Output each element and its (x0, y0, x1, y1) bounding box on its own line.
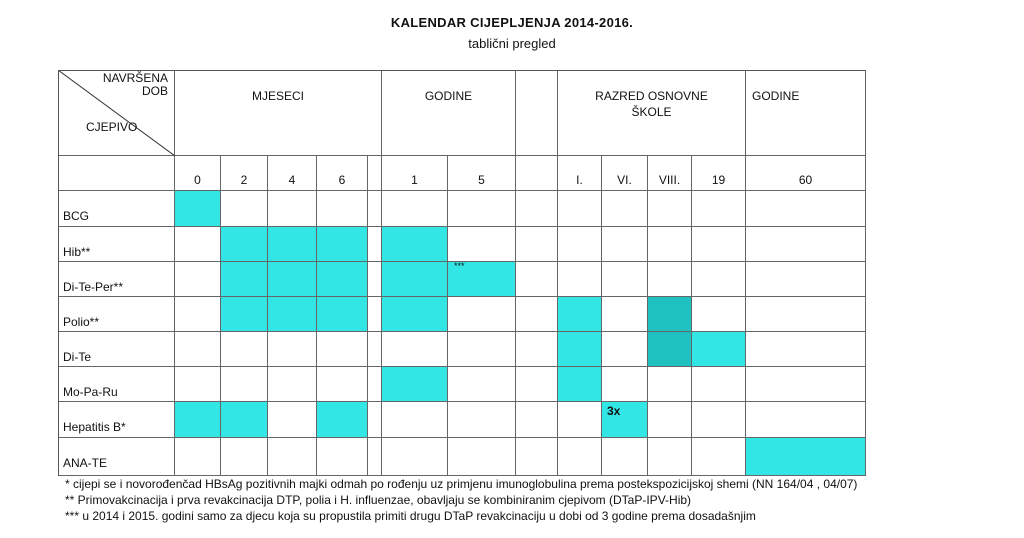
schedule-cell-filled (382, 367, 448, 402)
schedule-cell (558, 402, 602, 438)
age-col-blank (516, 156, 558, 191)
schedule-cell (648, 191, 692, 227)
schedule-cell (692, 367, 746, 402)
schedule-cell (448, 191, 516, 227)
schedule-cell (746, 402, 866, 438)
schedule-cell-filled (175, 402, 221, 438)
schedule-cell (746, 297, 866, 332)
schedule-cell (746, 367, 866, 402)
corner-vaccine-label: CJEPIVO (86, 120, 138, 134)
schedule-cell (648, 262, 692, 297)
schedule-cell (692, 262, 746, 297)
schedule-cell (368, 297, 382, 332)
schedule-cell (516, 297, 558, 332)
schedule-cell-filled (221, 227, 268, 262)
schedule-cell (648, 438, 692, 476)
schedule-cell (558, 191, 602, 227)
vaccine-label: Hib** (58, 227, 175, 262)
schedule-cell (368, 402, 382, 438)
schedule-cell (268, 332, 317, 367)
schedule-cell-filled (268, 297, 317, 332)
schedule-cell (602, 367, 648, 402)
schedule-cell (317, 438, 368, 476)
schedule-cell (382, 438, 448, 476)
schedule-cell (175, 367, 221, 402)
schedule-cell-filled: 3x (602, 402, 648, 438)
header-razred (558, 70, 746, 156)
schedule-cell-filled (317, 297, 368, 332)
age-col-VIII: VIII. (648, 156, 692, 191)
corner-cell (58, 70, 175, 156)
schedule-cell (602, 262, 648, 297)
schedule-cell (448, 297, 516, 332)
schedule-cell (382, 332, 448, 367)
schedule-cell (448, 227, 516, 262)
schedule-cell (175, 227, 221, 262)
corner-line-1: NAVRŠENA (102, 71, 168, 85)
schedule-cell (516, 438, 558, 476)
schedule-cell (746, 332, 866, 367)
schedule-cell (175, 438, 221, 476)
header-mjeseci: MJESECI (175, 70, 382, 156)
schedule-cell (268, 402, 317, 438)
schedule-cell (382, 191, 448, 227)
footnote-2: ** Primovakcinacija i prva revakcinacija DTP, polia i H. influenzae, obavljaju se kombiniranim cjepivom (DTaP-IPV-Hib) (65, 493, 692, 507)
schedule-cell (648, 402, 692, 438)
age-col-blank (368, 156, 382, 191)
schedule-cell-filled (175, 191, 221, 227)
footnote-3: *** u 2014 i 2015. godini samo za djecu koja su propustila primiti drugu DTaP revakcinaciju u dobi od 3 godine prema dosadašnjim (65, 509, 756, 523)
age-col-19: 19 (692, 156, 746, 191)
schedule-cell (448, 332, 516, 367)
schedule-cell (317, 191, 368, 227)
schedule-cell (221, 332, 268, 367)
schedule-cell (368, 262, 382, 297)
schedule-cell (368, 191, 382, 227)
vaccine-label: Di-Te (58, 332, 175, 367)
age-col-4: 4 (268, 156, 317, 191)
schedule-cell (692, 402, 746, 438)
schedule-cell-filled (558, 297, 602, 332)
age-col-2: 2 (221, 156, 268, 191)
schedule-cell (221, 438, 268, 476)
schedule-cell-filled (317, 227, 368, 262)
schedule-cell (175, 332, 221, 367)
schedule-cell (448, 402, 516, 438)
page-title: KALENDAR CIJEPLJENJA 2014-2016. (390, 15, 634, 30)
schedule-cell (382, 402, 448, 438)
schedule-cell (317, 367, 368, 402)
schedule-cell (602, 438, 648, 476)
schedule-cell (648, 367, 692, 402)
schedule-cell-filled (382, 227, 448, 262)
schedule-cell (516, 367, 558, 402)
header-godine-2: GODINE (746, 70, 866, 156)
footnote-1: * cijepi se i novorođenčad HBsAg pozitivnih majki odmah po rođenju uz primjenu imunoglobulina prema postekspozicijskoj shemi (NN 164/04 , 04/07) (65, 477, 858, 491)
vaccine-label: ANA-TE (58, 438, 175, 476)
page-subtitle: tablični pregled (468, 36, 556, 51)
schedule-cell (692, 191, 746, 227)
schedule-cell (602, 191, 648, 227)
schedule-cell-filled (648, 332, 692, 367)
schedule-cell (268, 438, 317, 476)
schedule-cell (268, 191, 317, 227)
schedule-cell (368, 367, 382, 402)
schedule-cell (175, 297, 221, 332)
schedule-cell-filled (221, 297, 268, 332)
schedule-cell-filled: *** (448, 262, 516, 297)
schedule-cell-filled (746, 438, 866, 476)
age-col-I: I. (558, 156, 602, 191)
age-col-VI: VI. (602, 156, 648, 191)
corner-line-2: DOB (141, 84, 168, 98)
footnotes (65, 476, 965, 524)
schedule-cell-filled (558, 367, 602, 402)
schedule-cell (516, 402, 558, 438)
schedule-cell (602, 332, 648, 367)
schedule-cell (602, 227, 648, 262)
schedule-cell (221, 191, 268, 227)
schedule-cell (175, 262, 221, 297)
schedule-cell (448, 367, 516, 402)
schedule-cell (368, 227, 382, 262)
age-row-label (58, 156, 175, 191)
schedule-cell (558, 227, 602, 262)
schedule-cell-filled (221, 262, 268, 297)
schedule-cell-filled (382, 297, 448, 332)
schedule-cell (692, 438, 746, 476)
schedule-cell-filled (648, 297, 692, 332)
schedule-cell-filled (382, 262, 448, 297)
age-col-5: 5 (448, 156, 516, 191)
age-col-60: 60 (746, 156, 866, 191)
schedule-cell (746, 262, 866, 297)
header-razred-line-2: ŠKOLE (631, 105, 672, 119)
schedule-cell (516, 262, 558, 297)
schedule-cell (746, 227, 866, 262)
age-col-6: 6 (317, 156, 368, 191)
vaccine-label: Di-Te-Per** (58, 262, 175, 297)
schedule-cell (692, 227, 746, 262)
schedule-cell (368, 438, 382, 476)
schedule-cell-filled (692, 332, 746, 367)
schedule-cell (317, 332, 368, 367)
vaccine-label: Hepatitis B* (58, 402, 175, 438)
schedule-cell (602, 297, 648, 332)
schedule-cell-filled (221, 402, 268, 438)
schedule-cell-filled (268, 262, 317, 297)
schedule-cell (558, 438, 602, 476)
schedule-cell (221, 367, 268, 402)
schedule-cell (558, 262, 602, 297)
schedule-cell-filled (268, 227, 317, 262)
schedule-cell (692, 297, 746, 332)
schedule-cell (516, 191, 558, 227)
schedule-cell-filled (317, 262, 368, 297)
schedule-cell (368, 332, 382, 367)
age-col-0: 0 (175, 156, 221, 191)
schedule-cell-filled (317, 402, 368, 438)
vaccine-label: Mo-Pa-Ru (58, 367, 175, 402)
header-godine-1: GODINE (382, 70, 516, 156)
vaccine-label: BCG (58, 191, 175, 227)
header-razred-line-1: RAZRED OSNOVNE (595, 89, 708, 103)
corner-age-label (103, 72, 168, 98)
vaccine-label: Polio** (58, 297, 175, 332)
age-col-1: 1 (382, 156, 448, 191)
schedule-cell (648, 227, 692, 262)
schedule-cell (746, 191, 866, 227)
schedule-cell-filled (558, 332, 602, 367)
header-blank (516, 70, 558, 156)
schedule-cell (516, 332, 558, 367)
vaccination-table (58, 70, 866, 476)
schedule-cell (448, 438, 516, 476)
schedule-cell (516, 227, 558, 262)
schedule-cell (268, 367, 317, 402)
